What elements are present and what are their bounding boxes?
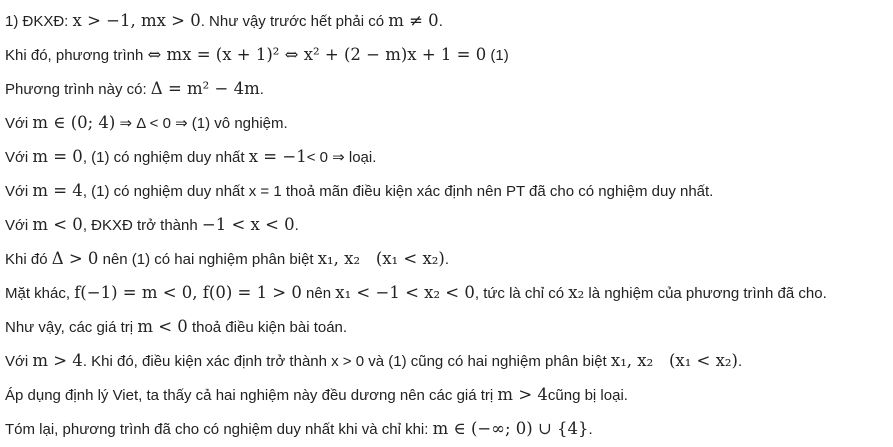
math-expression: m = 4 [32, 181, 83, 200]
text: . [294, 217, 299, 234]
text-line-8 [5, 242, 893, 276]
text: nên (1) có hai nghiệm phân biệt [98, 251, 318, 268]
text-line-13 [5, 412, 893, 446]
math-expression: m < 0 [137, 317, 188, 336]
math-expression: ⇔ mx = (x + 1)² ⇔ x² + (2 − m)x + 1 = 0 [147, 45, 487, 64]
text: . Như vậy trước hết phải có [200, 13, 389, 30]
text-line-10 [5, 310, 893, 344]
text: nên [301, 285, 336, 302]
text: là nghiệm của phương trình đã cho. [584, 285, 827, 302]
text: , ĐKXĐ trở thành [82, 217, 202, 234]
text: . [737, 353, 743, 370]
math-expression: m ≠ 0 [388, 11, 439, 30]
text: Với [5, 149, 33, 166]
text: Phương trình này có: [5, 81, 151, 98]
text: , tức là chỉ có [474, 285, 569, 302]
text: (1) [486, 47, 509, 64]
math-expression: m ∈ (−∞; 0) ∪ {4} [432, 419, 589, 438]
math-expression: x > −1, mx > 0 [72, 11, 201, 30]
text: . [444, 251, 450, 268]
math-expression: m < 0 [32, 215, 83, 234]
text: Với [5, 353, 33, 370]
text-line-12 [5, 378, 893, 412]
math-expression: x₁ < −1 < x₂ < 0 [335, 283, 475, 302]
math-expression: x = −1 [248, 147, 307, 166]
math-expression: m > 4 [497, 385, 548, 404]
math-expression: m = 0 [32, 147, 83, 166]
math-expression: m ∈ (0; 4) [32, 113, 116, 132]
text-line-4 [5, 106, 893, 140]
text: Tóm lại, phương trình đã cho có nghiệm duy nhất khi và chỉ khi: [5, 421, 433, 438]
text: Với [5, 115, 33, 132]
text: , (1) có nghiệm duy nhất [82, 149, 249, 166]
text: cũng bị loại. [547, 387, 628, 404]
text: . [259, 81, 264, 98]
text: Với [5, 183, 33, 200]
text: 1) ĐKXĐ: [5, 13, 73, 30]
text: thoả điều kiện bài toán. [187, 319, 348, 336]
text: Như vậy, các giá trị [5, 319, 138, 336]
text-line-6 [5, 174, 893, 208]
math-expression: Δ = m² − 4m [150, 79, 260, 98]
math-expression: x₁, x₂ (x₁ < x₂) [610, 351, 738, 370]
text: . [438, 13, 443, 30]
math-expression: x₂ [568, 283, 585, 302]
text: Mặt khác, [5, 285, 75, 302]
text: < 0 ⇒ loại. [306, 149, 377, 166]
text-line-5 [5, 140, 893, 174]
text: Khi đó [5, 251, 52, 268]
text: Áp dụng định lý Viet, ta thấy cả hai nghiệm này đều dương nên các giá trị [5, 387, 498, 404]
text: Với [5, 217, 33, 234]
math-expression: m > 4 [32, 351, 83, 370]
text-line-1 [5, 4, 893, 38]
math-expression: x₁, x₂ (x₁ < x₂) [317, 249, 445, 268]
text-line-3 [5, 72, 893, 106]
text: , (1) có nghiệm duy nhất x = 1 thoả mãn điều kiện xác định nên PT đã cho có nghiệm duy nhất. [82, 183, 714, 200]
text: Khi đó, phương trình [5, 47, 148, 64]
text: ⇒ Δ < 0 ⇒ (1) vô nghiệm. [115, 115, 288, 132]
text-line-7 [5, 208, 893, 242]
math-expression: f(−1) = m < 0, f(0) = 1 > 0 [74, 283, 302, 302]
text-line-2 [5, 38, 893, 72]
math-expression: −1 < x < 0 [201, 215, 295, 234]
text: . Khi đó, điều kiện xác định trở thành x > 0 và (1) cũng có hai nghiệm phân biệt [82, 353, 611, 370]
text-line-11 [5, 344, 893, 378]
math-expression: Δ > 0 [51, 249, 99, 268]
text-line-9 [5, 276, 893, 310]
text: . [588, 421, 593, 438]
